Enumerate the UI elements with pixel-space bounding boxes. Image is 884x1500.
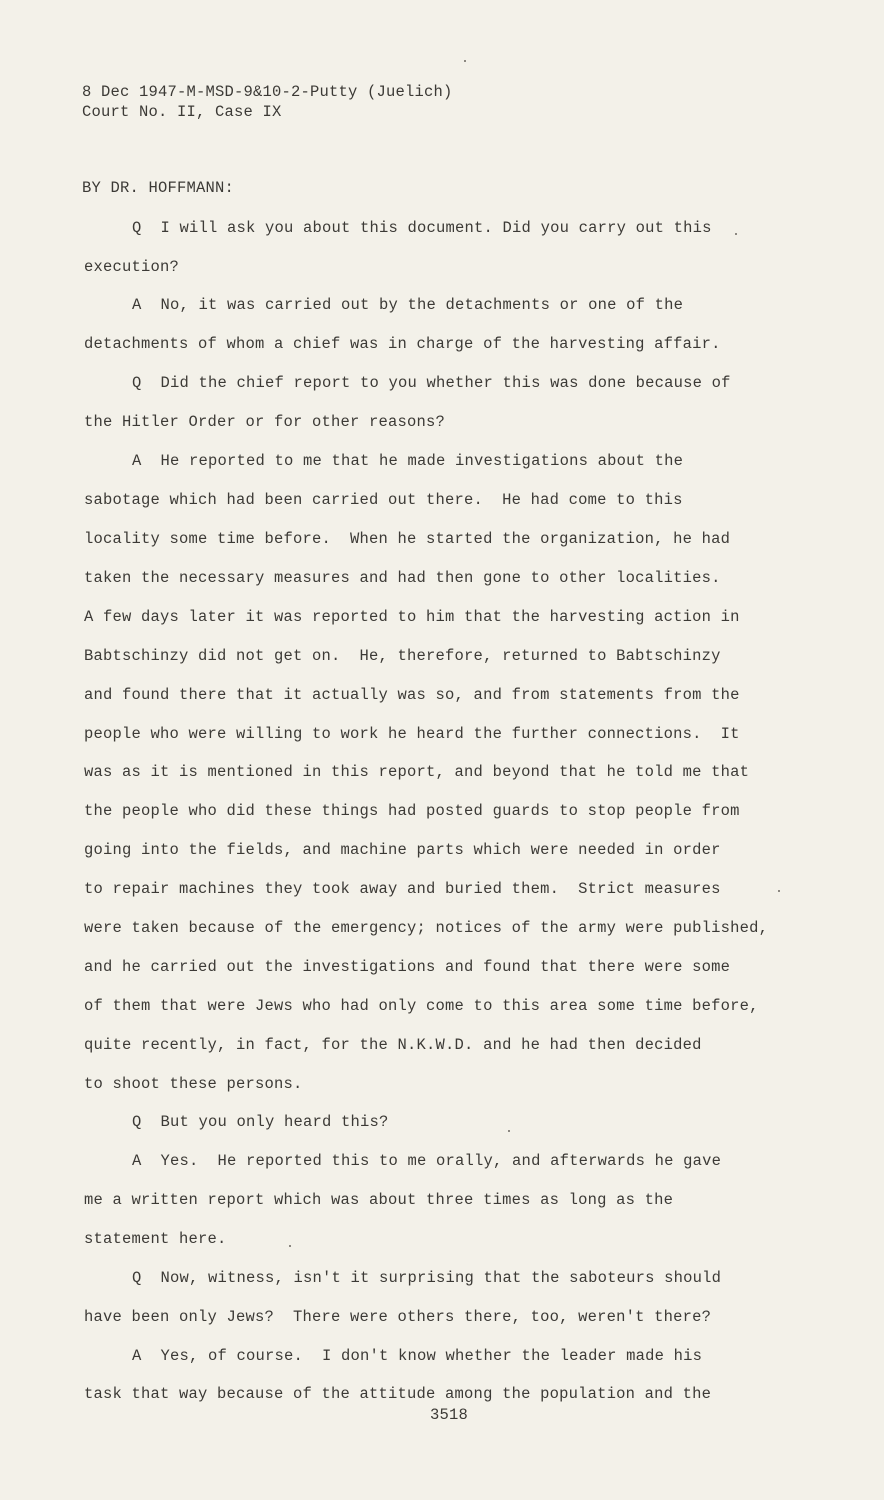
body-line: people who were willing to work he heard the further connections. It [84, 725, 740, 743]
body-line: A Yes. He reported this to me orally, and afterwards he gave [132, 1152, 722, 1170]
body-line: have been only Jews? There were others there, too, weren't there? [84, 1308, 712, 1326]
paper-speck [289, 1245, 291, 1247]
header-line-1: 8 Dec 1947-M-MSD-9&10-2-Putty (Juelich) [82, 83, 453, 101]
body-line: execution? [84, 258, 180, 276]
paper-speck [508, 1130, 510, 1132]
body-line: going into the fields, and machine parts which were needed in order [84, 841, 721, 859]
body-line: Q Now, witness, isn't it surprising that the saboteurs should [132, 1269, 722, 1287]
body-line: and he carried out the investigations and found that there were some [84, 958, 731, 976]
body-line: locality some time before. When he started the organization, he had [84, 530, 731, 548]
body-line: A He reported to me that he made investigations about the [132, 452, 684, 470]
body-line: sabotage which had been carried out there. He had come to this [84, 491, 683, 509]
body-line: were taken because of the emergency; notices of the army were published, [84, 919, 769, 937]
body-line: statement here. [84, 1230, 227, 1248]
paper-speck [735, 233, 737, 235]
body-line: me a written report which was about three times as long as the [84, 1191, 674, 1209]
header-line-2: Court No. II, Case IX [82, 103, 282, 121]
page-number: 3518 [430, 1406, 469, 1424]
body-line: A few days later it was reported to him that the harvesting action in [84, 608, 740, 626]
body-line: was as it is mentioned in this report, and beyond that he told me that [84, 763, 750, 781]
body-line: task that way because of the attitude among the population and the [84, 1385, 712, 1403]
body-line: Q Did the chief report to you whether this was done because of [132, 374, 731, 392]
body-line: to repair machines they took away and buried them. Strict measures [84, 880, 721, 898]
body-line: Q I will ask you about this document. Did you carry out this [132, 219, 712, 237]
body-line: to shoot these persons. [84, 1075, 303, 1093]
body-line: Q But you only heard this? [132, 1113, 389, 1131]
paper-speck [778, 890, 780, 892]
body-line: and found there that it actually was so, and from statements from the [84, 686, 740, 704]
body-line: Babtschinzy did not get on. He, therefore, returned to Babtschinzy [84, 647, 721, 665]
body-line: quite recently, in fact, for the N.K.W.D. and he had then decided [84, 1036, 702, 1054]
body-line: detachments of whom a chief was in charge of the harvesting affair. [84, 335, 721, 353]
body-line: the people who did these things had posted guards to stop people from [84, 802, 740, 820]
body-line: the Hitler Order or for other reasons? [84, 413, 446, 431]
body-line: of them that were Jews who had only come to this area some time before, [84, 997, 759, 1015]
body-line: A No, it was carried out by the detachments or one of the [132, 296, 684, 314]
body-line: taken the necessary measures and had then gone to other localities. [84, 569, 721, 587]
body-line: A Yes, of course. I don't know whether the leader made his [132, 1347, 703, 1365]
paper-speck [464, 60, 466, 62]
examiner-heading: BY DR. HOFFMANN: [82, 179, 235, 197]
